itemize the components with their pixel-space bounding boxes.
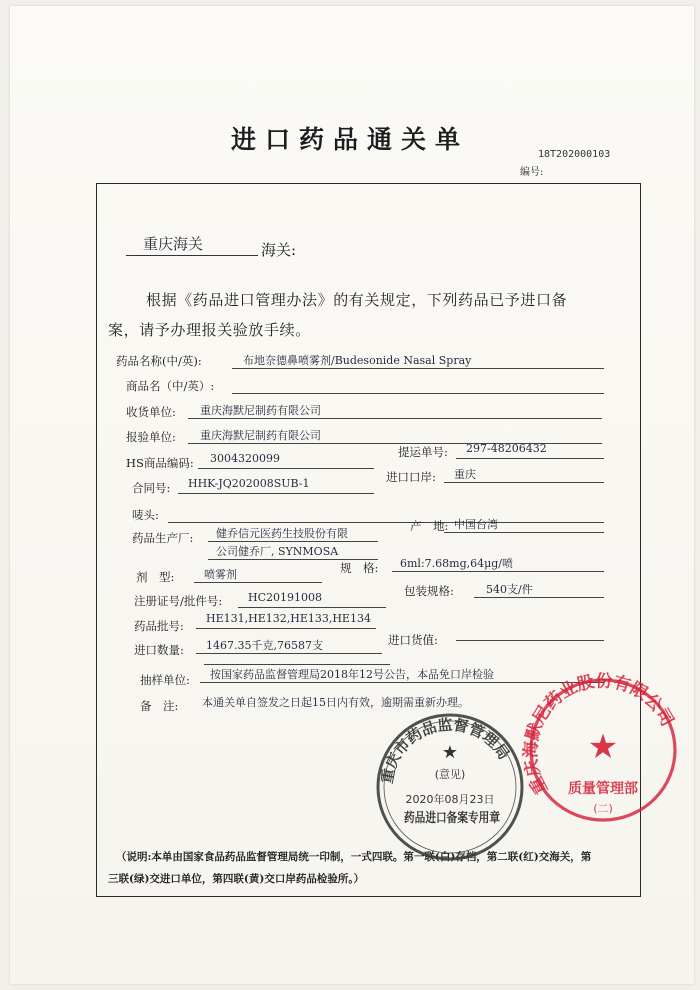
bill-no-label: 提运单号: xyxy=(398,445,448,459)
manufacturer-value-line-2: 公司健乔厂, SYNMOSA xyxy=(216,545,339,558)
declarant-label: 报验单位: xyxy=(126,430,176,444)
package-value: 540支/件 xyxy=(486,583,533,596)
origin-label: 产 地: xyxy=(410,519,449,533)
consignee-label: 收货单位: xyxy=(126,405,176,419)
customs-name: 重庆海关 xyxy=(143,235,204,253)
bill-no-value: 297-48206432 xyxy=(466,442,547,455)
sampling-label: 抽样单位: xyxy=(140,673,190,687)
package-label: 包装规格: xyxy=(404,584,454,598)
declarant-value: 重庆海默尼制药有限公司 xyxy=(200,429,321,442)
port-value: 重庆 xyxy=(454,468,476,481)
serial-label: 编号: xyxy=(520,167,544,178)
quantity-label: 进口数量: xyxy=(134,643,184,657)
contract-no-value: HHK-JQ202008SUB-1 xyxy=(188,477,310,490)
intro-line-1: 根据《药品进口管理办法》的有关规定，下列药品已予进口备 xyxy=(146,291,568,309)
spec-label: 规 格: xyxy=(340,561,379,575)
gov-stamp-bottom-text: 药品进口备案专用章 xyxy=(404,811,522,826)
trade-name-label: 商品名（中/英）: xyxy=(126,379,215,393)
contract-no-label: 合同号: xyxy=(132,481,171,495)
company-stamp-ring-text: 重庆海默尼药业股份有限公司 xyxy=(521,671,678,798)
gov-stamp-top-text: 重庆市药品监督管理局 xyxy=(377,715,514,786)
manufacturer-value-line-1: 健乔信元医药生技股份有限 xyxy=(216,527,348,540)
origin-value: 中国台湾 xyxy=(454,518,498,531)
intro-line-2: 案，请予办理报关验放手续。 xyxy=(108,321,311,339)
drug-name-value: 布地奈德鼻喷雾剂/Budesonide Nasal Spray xyxy=(243,354,472,367)
batch-no-value: HE131,HE132,HE133,HE134 xyxy=(206,612,371,625)
gov-stamp-star-icon: ★ xyxy=(441,742,459,763)
company-stamp-center: 质量管理部 xyxy=(568,781,638,797)
company-stamp-sub: (二) xyxy=(593,802,613,815)
value-label: 进口货值: xyxy=(388,633,438,647)
customs-suffix: 海关: xyxy=(261,241,297,259)
company-stamp-star-icon: ★ xyxy=(587,727,619,767)
mark-label: 唛头: xyxy=(132,508,159,522)
gov-stamp-middle: (意见) xyxy=(434,768,466,781)
spec-value: 6ml:7.68mg,64μg/喷 xyxy=(400,557,514,570)
dosage-form-label: 剂 型: xyxy=(136,570,175,584)
hs-code-label: HS商品编码: xyxy=(126,456,194,470)
batch-no-label: 药品批号: xyxy=(134,619,184,633)
remarks-value: 本通关单自签发之日起15日内有效，逾期需重新办理。 xyxy=(202,696,469,709)
gov-stamp-date: 2020年08月23日 xyxy=(405,793,495,806)
remarks-label: 备 注: xyxy=(140,699,179,713)
hs-code-value: 3004320099 xyxy=(210,452,280,465)
footnote-line-2: 三联(绿)交进口单位，第四联(黄)交口岸药品检验所。） xyxy=(108,873,365,885)
quantity-value: 1467.35千克,76587支 xyxy=(206,639,323,652)
manufacturer-label: 药品生产厂: xyxy=(132,531,194,545)
port-label: 进口口岸: xyxy=(386,470,436,484)
serial-number: 18T202000103 xyxy=(538,149,611,160)
document-title: 进口药品通关单 xyxy=(230,125,469,154)
sampling-value: 按国家药品监督管理局2018年12号公告，本品免口岸检验 xyxy=(210,668,494,681)
dosage-form-value: 喷雾剂 xyxy=(204,568,237,581)
reg-no-label: 注册证号/批件号: xyxy=(134,594,223,608)
reg-no-value: HC20191008 xyxy=(248,591,322,604)
consignee-value: 重庆海默尼制药有限公司 xyxy=(200,404,321,417)
drug-name-label: 药品名称(中/英): xyxy=(116,354,202,368)
footnote-line-1: （说明:本单由国家食品药品监督管理局统一印制，一式四联。第一联(白)存档，第二联(红)交海关，第 xyxy=(116,851,592,863)
